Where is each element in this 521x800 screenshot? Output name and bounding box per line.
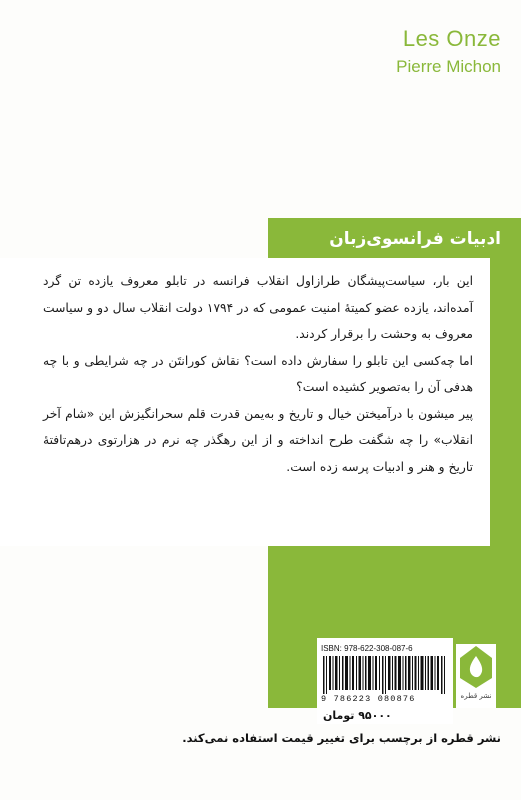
barcode-icon <box>321 656 449 694</box>
price-label: ۹۵۰۰۰ تومان <box>323 709 392 722</box>
book-title-french: Les Onze <box>402 26 501 51</box>
publisher-name: نشر قطره <box>460 692 492 700</box>
droplet-logo-icon <box>456 644 496 690</box>
barcode-digits: 9 786223 080876 <box>321 694 416 704</box>
publisher-logo <box>456 644 496 708</box>
blurb-paragraph: این بار، سیاست‌پیشگان طرازاول انقلاب فرانسه در تابلو معروف یازده تن گرد آمده‌اند، یازده عضو کمیتهٔ امنیت عمومی که در ۱۷۹۴ دولت انقلاب سال دو و سیاست معروف به وحشت را برقرار کردند. <box>43 274 473 341</box>
author-name-french: Pierre Michon <box>396 57 501 76</box>
isbn-text: ISBN: 978-622-308-087-6 <box>321 644 413 653</box>
price-notice: نشر قطره از برچسب برای تغییر قیمت استفاده نمی‌کند. <box>182 731 501 745</box>
blurb-text <box>43 268 473 480</box>
series-label: ادبیات فرانسوی‌زبان <box>329 229 501 249</box>
blurb-paragraph: پیر میشون با درآمیختن خیال و تاریخ و به‌یمن قدرت قلم سحرانگیزش این «شام آخر انقلاب» را چه شگفت طرح انداخته و از این رهگذر چه نرم در هزارتوی درهم‌تافتهٔ تاریخ و هنر و ادبیات پرسه زده است. <box>43 406 473 474</box>
blurb-paragraph: اما چه‌کسی این تابلو را سفارش داده است؟ نقاش کورانتَن در چه شرایطی و با چه هدفی آن را به‌تصویر کشیده است؟ <box>43 353 473 394</box>
barcode-label <box>317 638 453 724</box>
title-block <box>396 26 501 78</box>
